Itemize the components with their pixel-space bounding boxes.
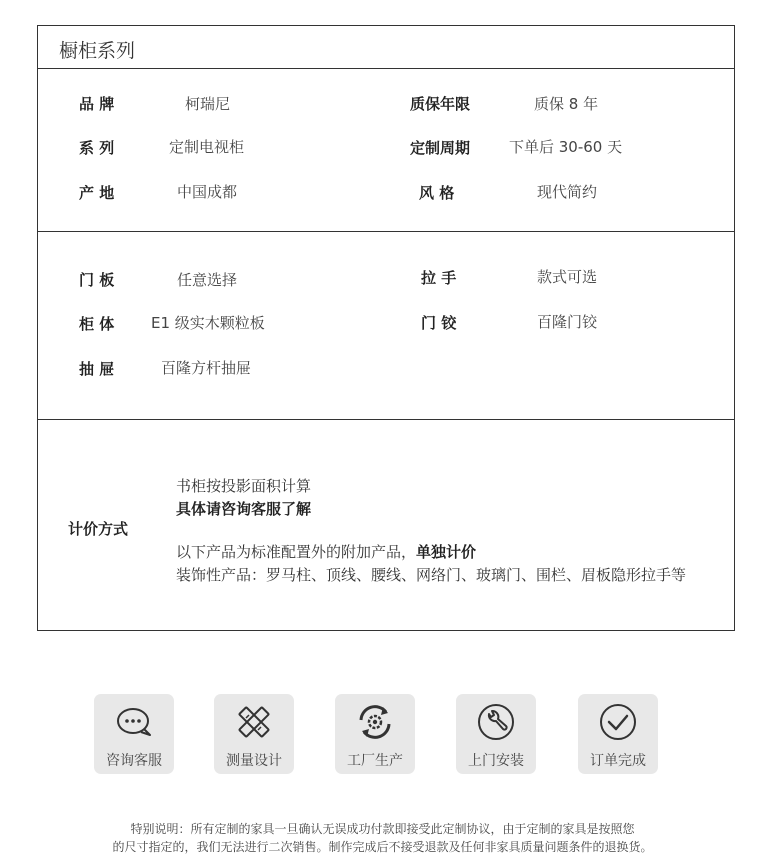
chat-bubble-icon <box>114 702 154 742</box>
check-circle-icon <box>598 702 638 742</box>
cycle-value: 下单后 30-60 天 <box>509 138 623 156</box>
service-install-label: 上门安装 <box>468 753 524 769</box>
service-complete-label: 订单完成 <box>590 753 646 769</box>
cycle-label: 定制周期 <box>410 139 471 157</box>
special-notice <box>0 820 765 856</box>
pricing-line-3-bold: 单独计价 <box>416 543 477 561</box>
warranty-label: 质保年限 <box>410 95 471 113</box>
notice-line-2: 的尺寸指定的，我们无法进行二次销售。制作完成后不接受退款及任何非家具质量问题条件的退换货。 <box>112 840 653 854</box>
brand-value: 柯瑞尼 <box>185 95 231 113</box>
pricing-line-3-prefix: 以下产品为标准配置外的附加产品， <box>176 543 417 561</box>
brand-label: 品 牌 <box>79 95 115 113</box>
door-value: 任意选择 <box>177 271 238 289</box>
service-measure-label: 测量设计 <box>226 753 282 769</box>
pricing-line-4: 装饰性产品：罗马柱、顶线、腰线、网络门、玻璃门、围栏、眉板隐形拉手等 <box>176 566 687 584</box>
hinge-label: 门 铰 <box>421 314 457 332</box>
handle-label: 拉 手 <box>421 269 457 287</box>
drawer-value: 百隆方杆抽屉 <box>161 359 252 377</box>
service-complete <box>578 694 658 774</box>
service-production-label: 工厂生产 <box>347 753 403 769</box>
origin-value: 中国成都 <box>177 183 238 201</box>
service-measure <box>214 694 294 774</box>
section-title: 橱柜系列 <box>59 40 136 62</box>
style-label: 风 格 <box>419 184 455 202</box>
service-install <box>456 694 536 774</box>
pricing-section <box>37 419 735 631</box>
series-label: 系 列 <box>79 139 115 157</box>
drawer-label: 抽 屉 <box>79 360 115 378</box>
service-production <box>335 694 415 774</box>
service-consult <box>94 694 174 774</box>
door-label: 门 板 <box>79 271 115 289</box>
pricing-label: 计价方式 <box>68 520 129 538</box>
wrench-icon <box>476 702 516 742</box>
gear-refresh-icon <box>355 702 395 742</box>
service-consult-label: 咨询客服 <box>106 753 162 769</box>
pricing-line-2: 具体请咨询客服了解 <box>176 500 312 518</box>
pricing-line-3 <box>176 541 476 562</box>
cabinet-value: E1 级实木颗粒板 <box>151 314 265 332</box>
style-value: 现代简约 <box>537 183 598 201</box>
section-title-bar <box>37 25 735 69</box>
origin-label: 产 地 <box>79 184 115 202</box>
series-value: 定制电视柜 <box>169 138 245 156</box>
pricing-line-1: 书柜按投影面积计算 <box>176 477 312 495</box>
hinge-value: 百隆门铰 <box>537 313 598 331</box>
spec-table-components <box>37 231 735 420</box>
warranty-value: 质保 8 年 <box>534 95 599 113</box>
ruler-pencil-icon <box>234 702 274 742</box>
notice-line-1: 特别说明：所有定制的家具一旦确认无误成功付款即接受此定制协议，由于定制的家具是按照您 <box>130 822 635 836</box>
handle-value: 款式可选 <box>537 268 598 286</box>
spec-table-basic <box>37 68 735 232</box>
cabinet-label: 柜 体 <box>79 315 115 333</box>
